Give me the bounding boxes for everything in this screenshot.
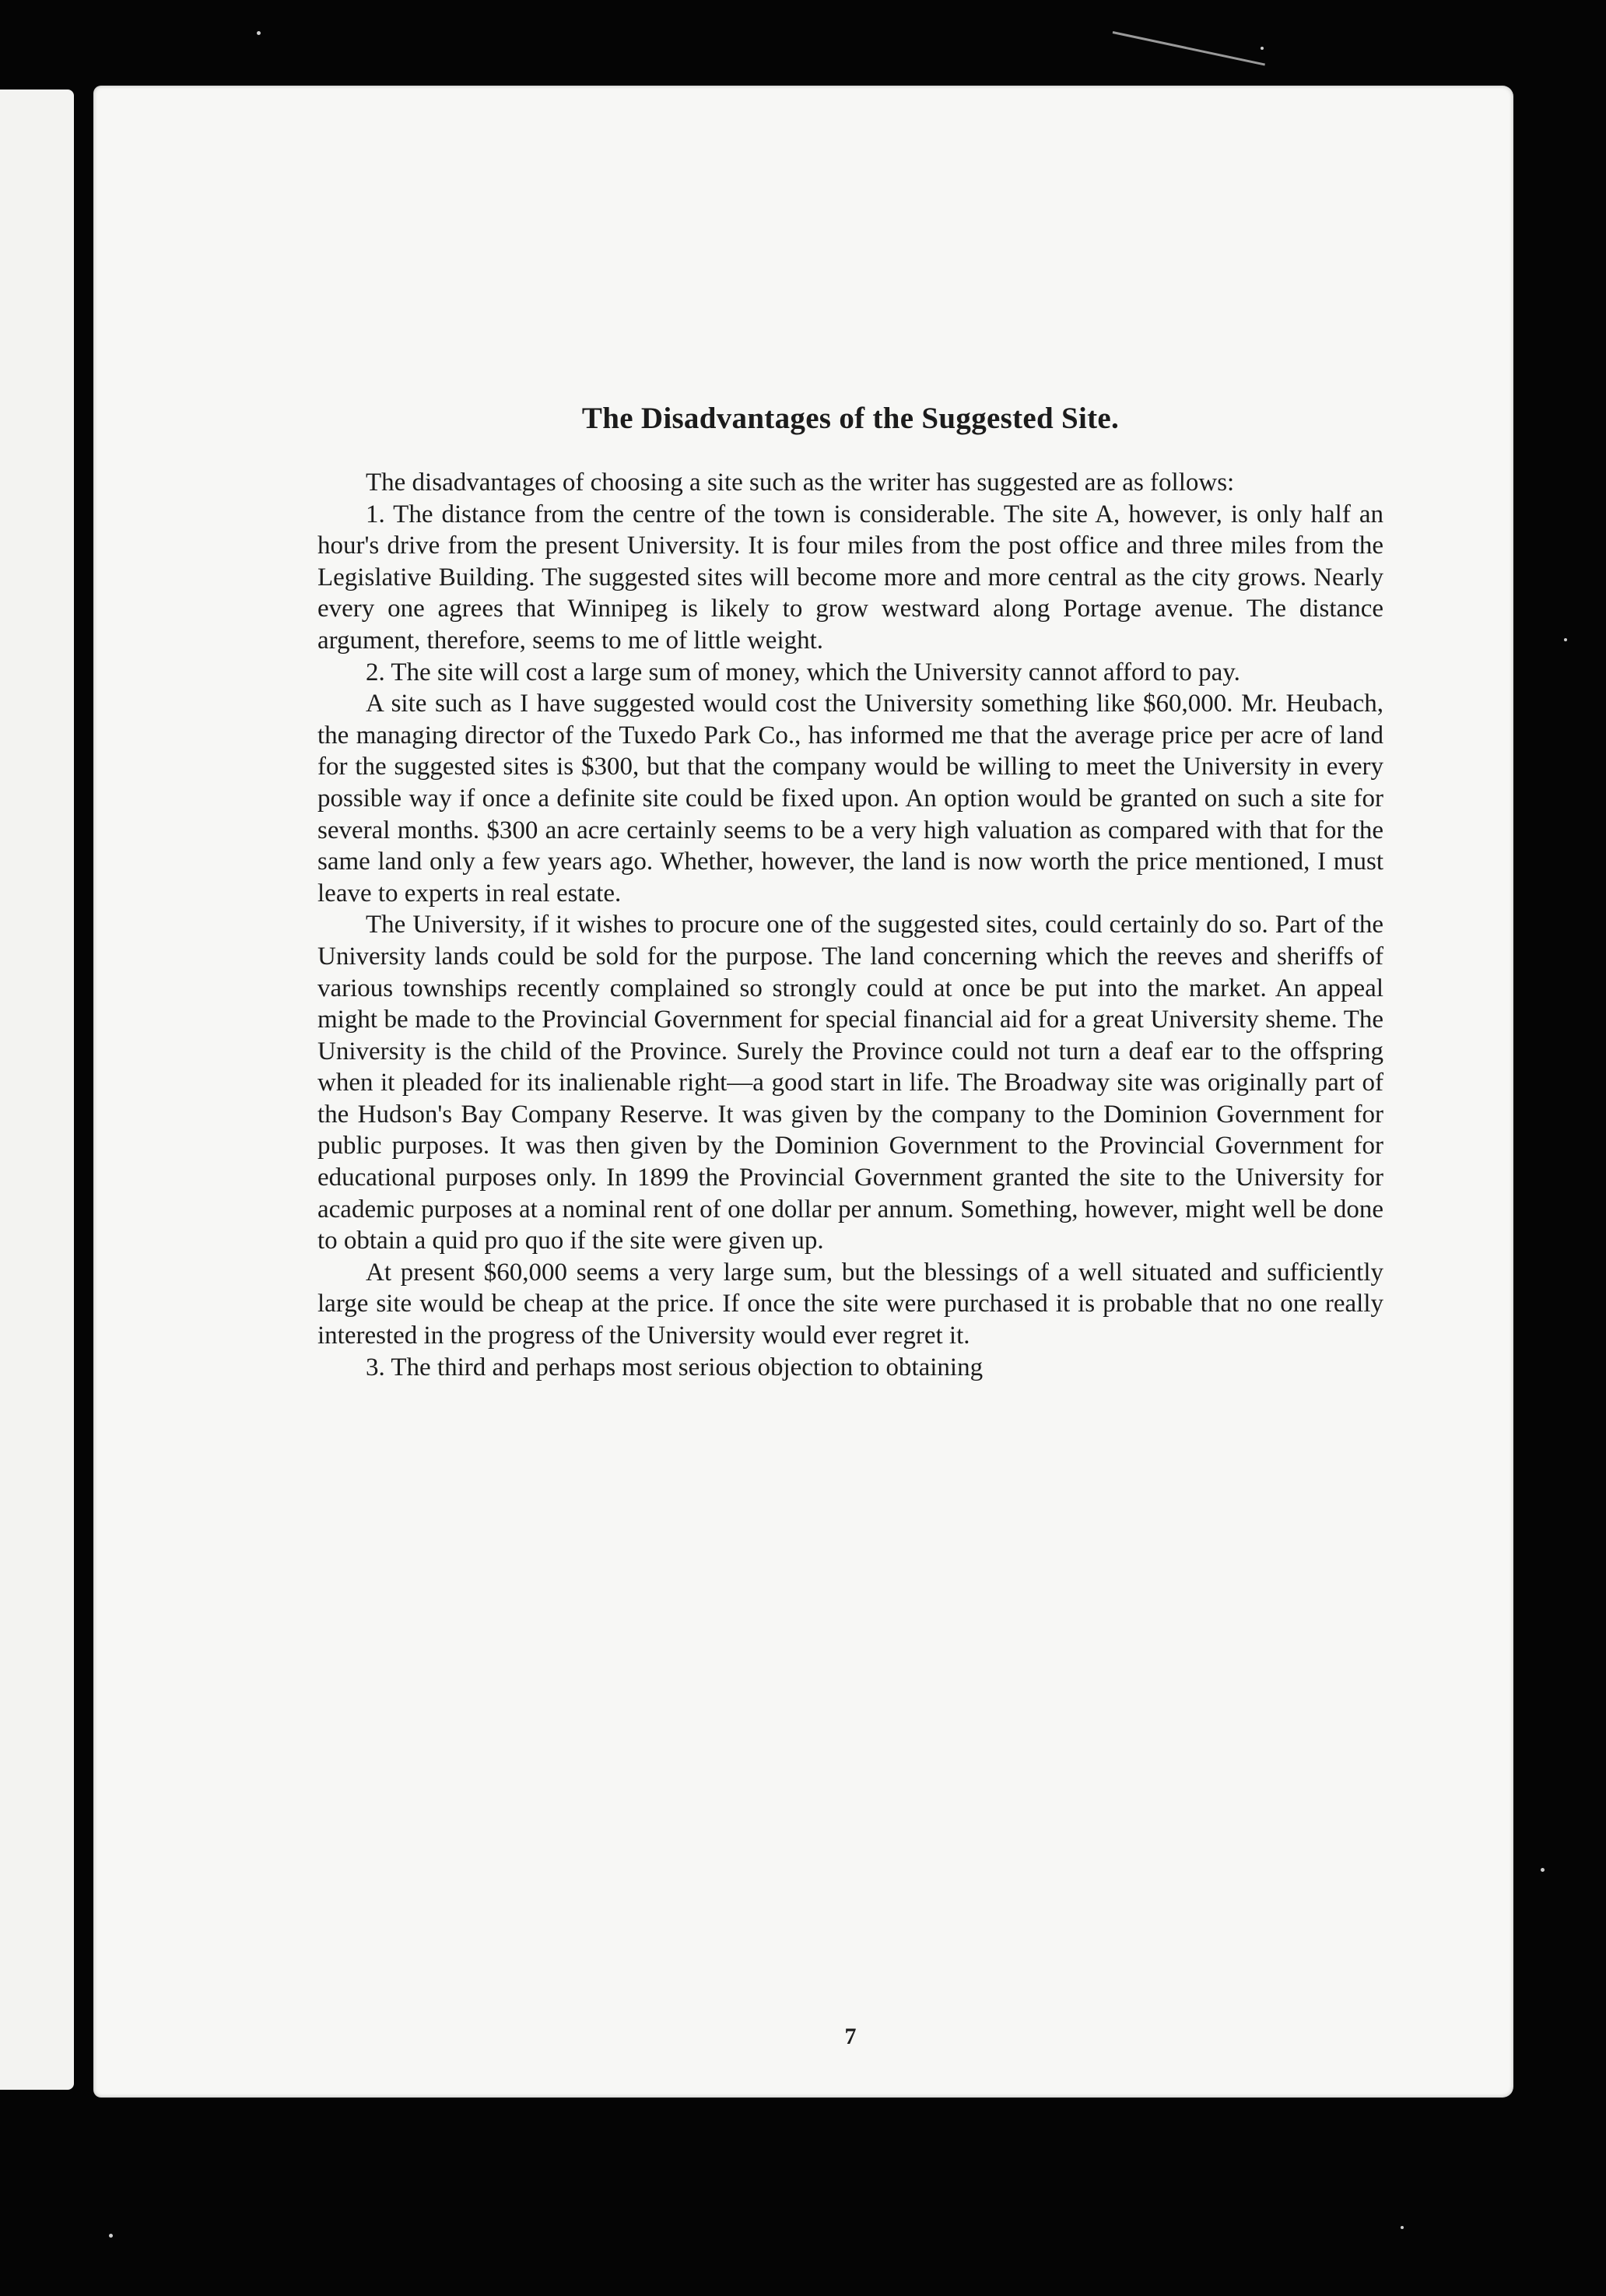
paragraph-university-lands: The University, if it wishes to procure one of the suggested sites, could certainly do so. Part of the University lands could be sold for the purpose. The land concerning which the reeves and sheriffs of various townships recently complained so strongly could at once be put into the market. An appeal might be made to the Provincial Government for special financial aid for a great University sheme. The University is the child of the Province. Surely the Province could not turn a deaf ear to the offspring when it pleaded for its inalienable right—a good start in life. The Broadway site was originally part of the Hudson's Bay Company Reserve. It was given by the company to the Dominion Government for public purposes. It was then given by the Dominion Government to the Provincial Government for educational purposes only. In 1899 the Provincial Government granted the site to the University for academic purposes at a nominal rent of one dollar per annum. Something, however, might well be done to obtain a quid pro quo if the site were given up. — [317, 911, 1383, 1255]
paragraph-objection-1: 1. The distance from the centre of the town is considerable. The site A, however, is only half an hour's drive from the present University. It is four miles from the post office and three miles from the Legislative Building. The suggested sites will become more and more central as the city grows. Nearly every one agrees that Winnipeg is likely to grow westward along Portage avenue. The distance argument, therefore, seems to me of little weight. — [317, 500, 1383, 655]
paragraph-objection-2: 2. The site will cost a large sum of money, which the University cannot afford to pay. — [366, 658, 1240, 686]
dust-speck — [109, 2234, 113, 2238]
dust-speck — [1564, 638, 1567, 641]
paragraph-site-cost: A site such as I have suggested would cost the University something like $60,000. Mr. Heubach, the managing director of the Tuxedo Park Co., has informed me that the average price per acre of land for the suggested sites is $300, but that the company would be willing to meet the University in every possible way if once a definite site could be fixed upon. An option would be granted on such a site for several months. $300 an acre certainly seems to be a very high valuation as compared with that for the same land only a few years ago. Whether, however, the land is now worth the price mentioned, I must leave to experts in real estate. — [317, 690, 1383, 908]
paragraph-present-sum: At present $60,000 seems a very large sum, but the blessings of a well situated and sufficiently large site would be cheap at the price. If once the site were purchased it is probable that no one really interested in the progress of the University would ever regret it. — [317, 1258, 1383, 1350]
page-content — [317, 397, 1383, 2049]
dust-speck — [1261, 47, 1264, 50]
scratch-mark — [1113, 31, 1265, 66]
dust-speck — [1401, 2226, 1404, 2229]
paragraph-intro: The disadvantages of choosing a site such as the writer has suggested are as follows: — [366, 469, 1235, 497]
facing-page-edge — [0, 90, 74, 2090]
page-title: The Disadvantages of the Suggested Site. — [581, 402, 1120, 435]
paragraph-objection-3: 3. The third and perhaps most serious objection to obtaining — [366, 1353, 984, 1381]
book-page — [93, 86, 1513, 2098]
page-number: 7 — [844, 2024, 857, 2049]
dust-speck — [1541, 1868, 1545, 1872]
dust-speck — [257, 31, 261, 35]
